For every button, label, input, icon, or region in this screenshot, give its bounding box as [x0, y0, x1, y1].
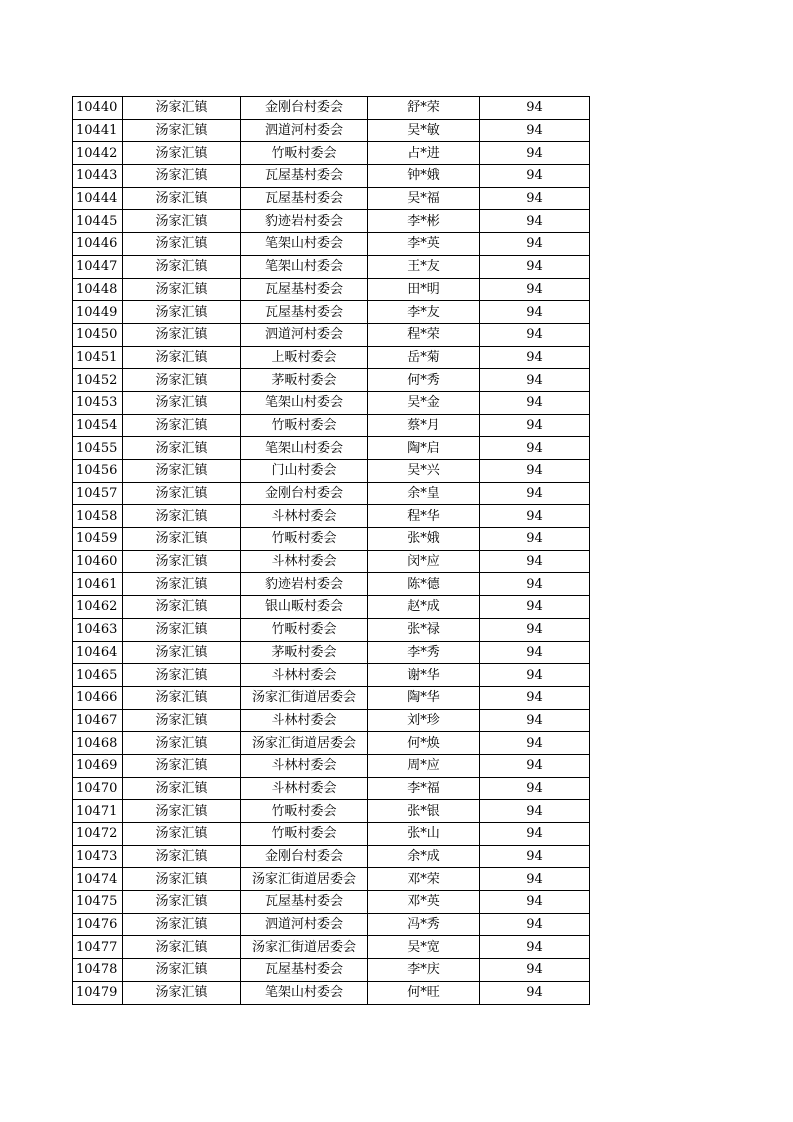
cell-village: 汤家汇街道居委会 — [241, 732, 368, 755]
cell-score: 94 — [480, 187, 590, 210]
cell-village: 斗林村委会 — [241, 550, 368, 573]
table-body — [73, 97, 590, 1005]
cell-score: 94 — [480, 732, 590, 755]
table-row — [73, 437, 590, 460]
cell-score: 94 — [480, 165, 590, 188]
cell-town: 汤家汇镇 — [123, 482, 241, 505]
cell-name: 张*禄 — [368, 618, 480, 641]
table-row — [73, 505, 590, 528]
cell-village: 竹畈村委会 — [241, 142, 368, 165]
cell-village: 竹畈村委会 — [241, 528, 368, 551]
cell-score: 94 — [480, 119, 590, 142]
table-row — [73, 165, 590, 188]
cell-village: 瓦屋基村委会 — [241, 165, 368, 188]
cell-name: 钟*娥 — [368, 165, 480, 188]
cell-id: 10478 — [73, 959, 123, 982]
cell-town: 汤家汇镇 — [123, 323, 241, 346]
cell-score: 94 — [480, 233, 590, 256]
table-row — [73, 369, 590, 392]
table-row — [73, 482, 590, 505]
table-row — [73, 301, 590, 324]
cell-score: 94 — [480, 142, 590, 165]
cell-id: 10441 — [73, 119, 123, 142]
cell-score: 94 — [480, 346, 590, 369]
cell-town: 汤家汇镇 — [123, 732, 241, 755]
cell-score: 94 — [480, 550, 590, 573]
cell-score: 94 — [480, 573, 590, 596]
cell-name: 赵*成 — [368, 596, 480, 619]
cell-name: 程*荣 — [368, 323, 480, 346]
cell-village: 金刚台村委会 — [241, 97, 368, 120]
cell-name: 何*秀 — [368, 369, 480, 392]
cell-score: 94 — [480, 936, 590, 959]
cell-town: 汤家汇镇 — [123, 278, 241, 301]
cell-town: 汤家汇镇 — [123, 301, 241, 324]
cell-score: 94 — [480, 437, 590, 460]
cell-village: 金刚台村委会 — [241, 482, 368, 505]
table-row — [73, 823, 590, 846]
cell-score: 94 — [480, 278, 590, 301]
cell-id: 10456 — [73, 460, 123, 483]
cell-village: 笔架山村委会 — [241, 391, 368, 414]
cell-name: 吴*敏 — [368, 119, 480, 142]
cell-town: 汤家汇镇 — [123, 187, 241, 210]
cell-village: 斗林村委会 — [241, 664, 368, 687]
cell-town: 汤家汇镇 — [123, 460, 241, 483]
cell-village: 斗林村委会 — [241, 754, 368, 777]
cell-score: 94 — [480, 800, 590, 823]
cell-town: 汤家汇镇 — [123, 823, 241, 846]
cell-name: 李*英 — [368, 233, 480, 256]
cell-id: 10472 — [73, 823, 123, 846]
cell-town: 汤家汇镇 — [123, 891, 241, 914]
cell-name: 占*进 — [368, 142, 480, 165]
cell-name: 李*福 — [368, 777, 480, 800]
cell-village: 泗道河村委会 — [241, 323, 368, 346]
cell-id: 10471 — [73, 800, 123, 823]
cell-name: 余*成 — [368, 845, 480, 868]
cell-town: 汤家汇镇 — [123, 913, 241, 936]
cell-score: 94 — [480, 97, 590, 120]
cell-town: 汤家汇镇 — [123, 959, 241, 982]
table-row — [73, 754, 590, 777]
cell-name: 李*彬 — [368, 210, 480, 233]
cell-id: 10458 — [73, 505, 123, 528]
cell-id: 10457 — [73, 482, 123, 505]
cell-village: 豹迹岩村委会 — [241, 573, 368, 596]
data-table — [72, 96, 590, 1005]
cell-name: 周*应 — [368, 754, 480, 777]
cell-id: 10476 — [73, 913, 123, 936]
cell-id: 10465 — [73, 664, 123, 687]
cell-town: 汤家汇镇 — [123, 437, 241, 460]
cell-village: 汤家汇街道居委会 — [241, 686, 368, 709]
cell-score: 94 — [480, 777, 590, 800]
table-row — [73, 596, 590, 619]
cell-village: 泗道河村委会 — [241, 119, 368, 142]
table-row — [73, 777, 590, 800]
cell-id: 10448 — [73, 278, 123, 301]
cell-town: 汤家汇镇 — [123, 255, 241, 278]
cell-score: 94 — [480, 460, 590, 483]
cell-village: 竹畈村委会 — [241, 823, 368, 846]
cell-score: 94 — [480, 210, 590, 233]
cell-village: 汤家汇街道居委会 — [241, 868, 368, 891]
cell-name: 李*秀 — [368, 641, 480, 664]
cell-score: 94 — [480, 913, 590, 936]
table-row — [73, 346, 590, 369]
table-row — [73, 528, 590, 551]
table-row — [73, 97, 590, 120]
cell-town: 汤家汇镇 — [123, 936, 241, 959]
table-row — [73, 913, 590, 936]
cell-village: 茅畈村委会 — [241, 641, 368, 664]
cell-name: 张*山 — [368, 823, 480, 846]
cell-name: 吴*金 — [368, 391, 480, 414]
cell-id: 10461 — [73, 573, 123, 596]
table-row — [73, 414, 590, 437]
cell-score: 94 — [480, 686, 590, 709]
cell-village: 泗道河村委会 — [241, 913, 368, 936]
table-row — [73, 460, 590, 483]
cell-score: 94 — [480, 414, 590, 437]
cell-id: 10455 — [73, 437, 123, 460]
cell-score: 94 — [480, 618, 590, 641]
cell-id: 10447 — [73, 255, 123, 278]
cell-id: 10474 — [73, 868, 123, 891]
cell-village: 瓦屋基村委会 — [241, 959, 368, 982]
cell-town: 汤家汇镇 — [123, 686, 241, 709]
table-row — [73, 959, 590, 982]
cell-name: 冯*秀 — [368, 913, 480, 936]
cell-name: 谢*华 — [368, 664, 480, 687]
cell-id: 10440 — [73, 97, 123, 120]
cell-village: 瓦屋基村委会 — [241, 891, 368, 914]
cell-name: 吴*宽 — [368, 936, 480, 959]
cell-name: 王*友 — [368, 255, 480, 278]
cell-town: 汤家汇镇 — [123, 573, 241, 596]
cell-name: 何*旺 — [368, 981, 480, 1004]
cell-name: 舒*荣 — [368, 97, 480, 120]
cell-village: 斗林村委会 — [241, 505, 368, 528]
cell-village: 瓦屋基村委会 — [241, 301, 368, 324]
table-row — [73, 732, 590, 755]
cell-id: 10449 — [73, 301, 123, 324]
cell-village: 瓦屋基村委会 — [241, 187, 368, 210]
table-row — [73, 845, 590, 868]
table-row — [73, 686, 590, 709]
cell-name: 张*娥 — [368, 528, 480, 551]
cell-score: 94 — [480, 323, 590, 346]
cell-town: 汤家汇镇 — [123, 709, 241, 732]
cell-name: 闵*应 — [368, 550, 480, 573]
table-row — [73, 233, 590, 256]
cell-town: 汤家汇镇 — [123, 346, 241, 369]
cell-name: 岳*菊 — [368, 346, 480, 369]
cell-name: 蔡*月 — [368, 414, 480, 437]
cell-score: 94 — [480, 823, 590, 846]
cell-village: 茅畈村委会 — [241, 369, 368, 392]
cell-id: 10451 — [73, 346, 123, 369]
cell-id: 10466 — [73, 686, 123, 709]
cell-id: 10468 — [73, 732, 123, 755]
cell-score: 94 — [480, 596, 590, 619]
cell-score: 94 — [480, 482, 590, 505]
cell-score: 94 — [480, 891, 590, 914]
cell-name: 邓*英 — [368, 891, 480, 914]
cell-town: 汤家汇镇 — [123, 528, 241, 551]
table-row — [73, 187, 590, 210]
cell-town: 汤家汇镇 — [123, 391, 241, 414]
cell-score: 94 — [480, 709, 590, 732]
cell-id: 10477 — [73, 936, 123, 959]
table-row — [73, 618, 590, 641]
cell-town: 汤家汇镇 — [123, 210, 241, 233]
cell-town: 汤家汇镇 — [123, 754, 241, 777]
cell-name: 陈*德 — [368, 573, 480, 596]
cell-village: 笔架山村委会 — [241, 233, 368, 256]
cell-id: 10475 — [73, 891, 123, 914]
cell-id: 10445 — [73, 210, 123, 233]
cell-score: 94 — [480, 664, 590, 687]
cell-id: 10460 — [73, 550, 123, 573]
cell-town: 汤家汇镇 — [123, 641, 241, 664]
cell-town: 汤家汇镇 — [123, 800, 241, 823]
cell-name: 李*友 — [368, 301, 480, 324]
cell-name: 程*华 — [368, 505, 480, 528]
cell-town: 汤家汇镇 — [123, 550, 241, 573]
table-row — [73, 210, 590, 233]
cell-name: 张*银 — [368, 800, 480, 823]
cell-id: 10463 — [73, 618, 123, 641]
cell-score: 94 — [480, 369, 590, 392]
table-row — [73, 573, 590, 596]
cell-name: 陶*华 — [368, 686, 480, 709]
cell-id: 10453 — [73, 391, 123, 414]
cell-score: 94 — [480, 255, 590, 278]
table-row — [73, 391, 590, 414]
cell-town: 汤家汇镇 — [123, 505, 241, 528]
cell-village: 竹畈村委会 — [241, 618, 368, 641]
table-row — [73, 550, 590, 573]
table-row — [73, 891, 590, 914]
cell-id: 10442 — [73, 142, 123, 165]
cell-score: 94 — [480, 641, 590, 664]
cell-name: 刘*珍 — [368, 709, 480, 732]
cell-score: 94 — [480, 528, 590, 551]
cell-village: 上畈村委会 — [241, 346, 368, 369]
cell-id: 10479 — [73, 981, 123, 1004]
cell-id: 10470 — [73, 777, 123, 800]
cell-id: 10443 — [73, 165, 123, 188]
table-row — [73, 709, 590, 732]
cell-name: 李*庆 — [368, 959, 480, 982]
table-row — [73, 981, 590, 1004]
cell-town: 汤家汇镇 — [123, 369, 241, 392]
cell-town: 汤家汇镇 — [123, 97, 241, 120]
cell-score: 94 — [480, 505, 590, 528]
cell-town: 汤家汇镇 — [123, 119, 241, 142]
cell-town: 汤家汇镇 — [123, 845, 241, 868]
cell-village: 门山村委会 — [241, 460, 368, 483]
cell-id: 10459 — [73, 528, 123, 551]
cell-id: 10469 — [73, 754, 123, 777]
cell-town: 汤家汇镇 — [123, 777, 241, 800]
cell-name: 田*明 — [368, 278, 480, 301]
cell-town: 汤家汇镇 — [123, 596, 241, 619]
cell-score: 94 — [480, 391, 590, 414]
cell-town: 汤家汇镇 — [123, 868, 241, 891]
cell-id: 10446 — [73, 233, 123, 256]
cell-id: 10464 — [73, 641, 123, 664]
cell-id: 10462 — [73, 596, 123, 619]
cell-id: 10444 — [73, 187, 123, 210]
cell-town: 汤家汇镇 — [123, 981, 241, 1004]
cell-village: 豹迹岩村委会 — [241, 210, 368, 233]
table-row — [73, 255, 590, 278]
cell-town: 汤家汇镇 — [123, 165, 241, 188]
cell-name: 吴*福 — [368, 187, 480, 210]
table-row — [73, 800, 590, 823]
table-row — [73, 119, 590, 142]
cell-town: 汤家汇镇 — [123, 618, 241, 641]
cell-score: 94 — [480, 301, 590, 324]
cell-village: 瓦屋基村委会 — [241, 278, 368, 301]
table-row — [73, 868, 590, 891]
cell-id: 10452 — [73, 369, 123, 392]
cell-score: 94 — [480, 981, 590, 1004]
cell-name: 陶*启 — [368, 437, 480, 460]
cell-score: 94 — [480, 868, 590, 891]
cell-score: 94 — [480, 959, 590, 982]
cell-village: 笔架山村委会 — [241, 437, 368, 460]
cell-village: 斗林村委会 — [241, 777, 368, 800]
cell-town: 汤家汇镇 — [123, 664, 241, 687]
cell-score: 94 — [480, 845, 590, 868]
cell-id: 10473 — [73, 845, 123, 868]
cell-village: 竹畈村委会 — [241, 800, 368, 823]
cell-town: 汤家汇镇 — [123, 233, 241, 256]
cell-village: 汤家汇街道居委会 — [241, 936, 368, 959]
cell-village: 金刚台村委会 — [241, 845, 368, 868]
cell-town: 汤家汇镇 — [123, 414, 241, 437]
cell-id: 10467 — [73, 709, 123, 732]
table-row — [73, 936, 590, 959]
cell-village: 竹畈村委会 — [241, 414, 368, 437]
cell-id: 10454 — [73, 414, 123, 437]
cell-id: 10450 — [73, 323, 123, 346]
table-row — [73, 278, 590, 301]
table-row — [73, 142, 590, 165]
table-row — [73, 664, 590, 687]
cell-village: 笔架山村委会 — [241, 255, 368, 278]
cell-name: 何*焕 — [368, 732, 480, 755]
table-row — [73, 641, 590, 664]
cell-village: 斗林村委会 — [241, 709, 368, 732]
cell-name: 余*皇 — [368, 482, 480, 505]
cell-village: 银山畈村委会 — [241, 596, 368, 619]
cell-score: 94 — [480, 754, 590, 777]
cell-town: 汤家汇镇 — [123, 142, 241, 165]
cell-name: 吴*兴 — [368, 460, 480, 483]
cell-name: 邓*荣 — [368, 868, 480, 891]
table-row — [73, 323, 590, 346]
cell-village: 笔架山村委会 — [241, 981, 368, 1004]
